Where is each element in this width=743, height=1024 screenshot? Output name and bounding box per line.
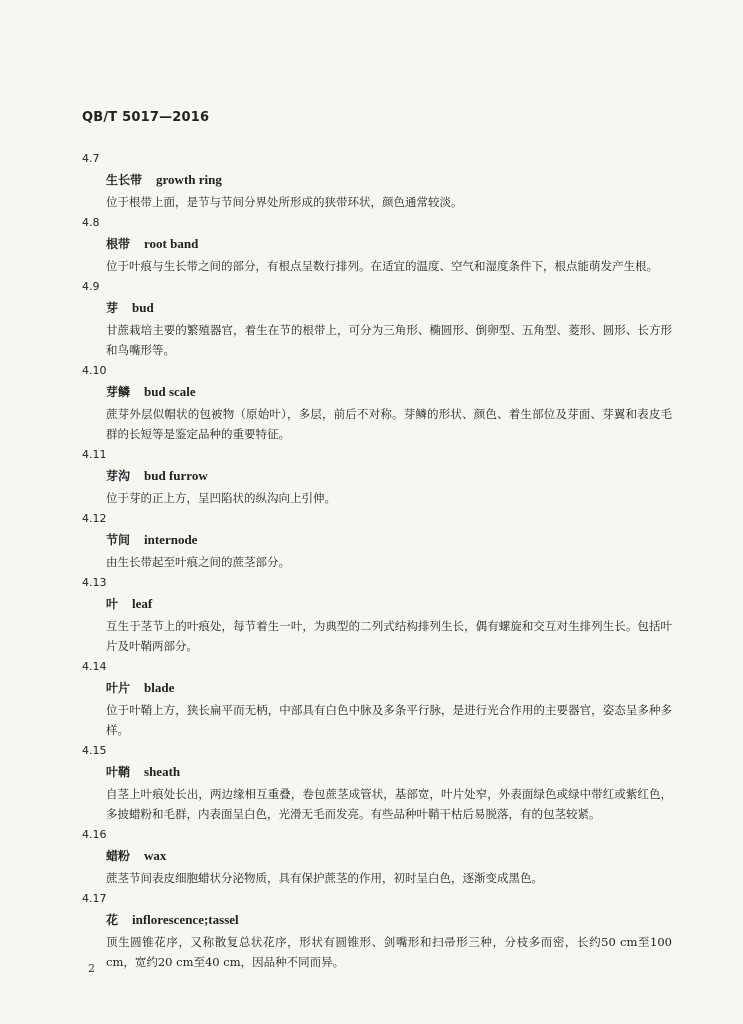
term-zh: 节间 (106, 533, 131, 547)
clause-number: 4.10 (82, 364, 107, 377)
clause-number: 4.16 (82, 828, 107, 841)
term-definition: 顶生圆锥花序，又称散复总状花序，形状有圆锥形、剑嘴形和扫帚形三种，分枝多而密，长约50 cm至100 cm，宽约20 cm至40 cm，因品种不同而异。 (106, 935, 672, 969)
page-number: 2 (88, 962, 95, 975)
clause-number: 4.17 (82, 892, 107, 905)
term-entry (82, 742, 672, 824)
clause-number: 4.14 (82, 660, 107, 673)
term-entry (82, 658, 672, 740)
term-en: growth ring (156, 172, 222, 187)
term-heading (82, 382, 672, 402)
term-entry (82, 150, 672, 212)
term-definition: 位于芽的正上方，呈凹陷状的纵沟向上引伸。 (106, 491, 336, 505)
term-heading (82, 530, 672, 550)
term-entry (82, 574, 672, 656)
term-entry (82, 890, 672, 972)
term-zh: 叶 (106, 597, 119, 611)
clause-number: 4.7 (82, 152, 100, 165)
term-heading (82, 846, 672, 866)
term-heading (82, 466, 672, 486)
clause-number: 4.15 (82, 744, 107, 757)
term-zh: 蜡粉 (106, 849, 131, 863)
clause-number: 4.9 (82, 280, 100, 293)
term-en: root band (144, 236, 199, 251)
term-definition: 甘蔗栽培主要的繁殖器官，着生在节的根带上，可分为三角形、椭圆形、倒卵型、五角型、菱形、圆形、长方形和鸟嘴形等。 (106, 323, 672, 357)
term-heading (82, 594, 672, 614)
term-zh: 叶鞘 (106, 765, 131, 779)
term-en: bud furrow (144, 468, 208, 483)
term-entry (82, 214, 672, 276)
term-heading (82, 762, 672, 782)
term-definition: 位于叶痕与生长带之间的部分，有根点呈数行排列。在适宜的温度、空气和湿度条件下，根点能萌发产生根。 (106, 259, 658, 273)
term-heading (82, 234, 672, 254)
term-definition: 互生于茎节上的叶痕处，每节着生一叶，为典型的二列式结构排列生长，偶有螺旋和交互对生排列生长。包括叶片及叶鞘两部分。 (106, 619, 672, 653)
term-entry (82, 826, 672, 888)
term-heading (82, 170, 672, 190)
term-en: bud scale (144, 384, 196, 399)
term-zh: 根带 (106, 237, 131, 251)
term-entry (82, 362, 672, 444)
term-zh: 叶片 (106, 681, 131, 695)
term-en: bud (132, 300, 154, 315)
term-definition: 位于叶鞘上方，狭长扁平而无柄，中部具有白色中脉及多条平行脉，是进行光合作用的主要器官，姿态呈多种多样。 (106, 703, 672, 737)
term-en: leaf (132, 596, 153, 611)
term-definition: 位于根带上面，是节与节间分界处所形成的狭带环状，颜色通常较淡。 (106, 195, 463, 209)
standard-number: QB/T 5017—2016 (82, 110, 210, 125)
term-zh: 花 (106, 913, 119, 927)
term-en: blade (144, 680, 175, 695)
term-definition: 自茎上叶痕处长出，两边缘相互重叠，卷包蔗茎成管状，基部宽，叶片处窄，外表面绿色或绿中带红或紫红色，多披蜡粉和毛群，内表面呈白色，光滑无毛而发亮。有些品种叶鞘干枯后易脱落，有的包茎较紧。 (106, 787, 672, 821)
term-en: internode (144, 532, 198, 547)
clause-number: 4.13 (82, 576, 107, 589)
term-entry (82, 278, 672, 360)
term-definition: 蔗茎节间表皮细胞蜡状分泌物质，具有保护蔗茎的作用，初时呈白色，逐渐变成黑色。 (106, 871, 543, 885)
term-definition: 蔗芽外层似帽状的包被物（原始叶），多层，前后不对称。芽鳞的形状、颜色、着生部位及芽面、芽翼和表皮毛群的长短等是鉴定品种的重要特征。 (106, 407, 672, 441)
clause-number: 4.8 (82, 216, 100, 229)
term-heading (82, 910, 672, 930)
clause-number: 4.11 (82, 448, 107, 461)
clause-number: 4.12 (82, 512, 107, 525)
term-entry (82, 510, 672, 572)
term-heading (82, 678, 672, 698)
term-heading (82, 298, 672, 318)
term-en: inflorescence;tassel (132, 912, 239, 927)
term-en: wax (144, 848, 167, 863)
terms-list (82, 150, 672, 972)
term-zh: 芽 (106, 301, 119, 315)
term-entry (82, 446, 672, 508)
term-zh: 芽鳞 (106, 385, 131, 399)
term-zh: 生长带 (106, 173, 143, 187)
term-en: sheath (144, 764, 181, 779)
term-zh: 芽沟 (106, 469, 131, 483)
term-definition: 由生长带起至叶痕之间的蔗茎部分。 (106, 555, 290, 569)
